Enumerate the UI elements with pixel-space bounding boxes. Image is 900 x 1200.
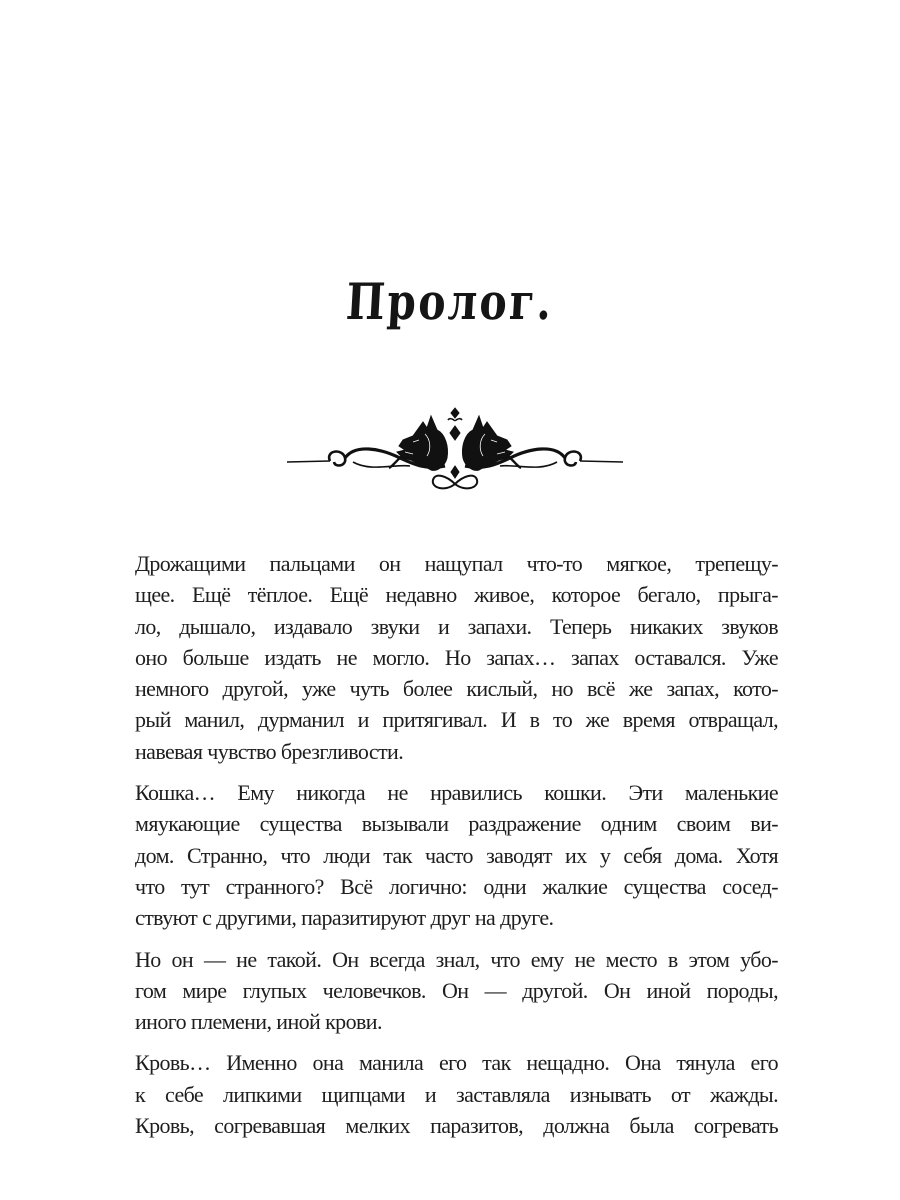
text-line: что тут странного? Всё логично: одни жалкие существа сосед-: [135, 873, 778, 899]
text-line: ствуют с другими, паразитируют друг на друге.: [135, 905, 554, 931]
text-line: рый манил, дурманил и притягивал. И в то же время отвращал,: [135, 707, 778, 733]
text-line: к себе липкими щипцами и заставляла изнывать от жажды.: [135, 1081, 778, 1107]
prologue-text: [135, 548, 778, 1151]
text-line: Дрожащими пальцами он нащупал что-то мягкое, трепещу-: [135, 551, 778, 576]
text-line: щее. Ещё тёплое. Ещё недавно живое, которое бегало, прыга-: [135, 582, 778, 608]
text-line: оно больше издать не могло. Но запах… запах оставался. Уже: [135, 644, 778, 670]
text-line: Кровь… Именно она манила его так нещадно. Она тянула его: [135, 1050, 778, 1076]
text-line: мяукающие существа вызывали раздражение одним своим ви-: [135, 811, 778, 837]
wolf-ornament-icon: [285, 400, 625, 500]
paragraph-4: [135, 1047, 778, 1141]
text-line: дом. Странно, что люди так часто заводят их у себя дома. Хотя: [135, 842, 778, 868]
paragraph-1: [135, 548, 778, 767]
text-line: иного племени, иной крови.: [135, 1009, 382, 1035]
paragraph-2: [135, 777, 778, 933]
text-line: навевая чувство брезгливости.: [135, 738, 404, 764]
text-line: гом мире глупых человечков. Он — другой. Он иной породы,: [135, 977, 778, 1003]
chapter-title: Пролог.: [344, 272, 556, 331]
text-line: ло, дышало, издавало звуки и запахи. Теперь никаких звуков: [135, 613, 778, 639]
text-line: Кровь, согревавшая мелких паразитов, должна была согревать: [135, 1113, 778, 1139]
text-line: Кошка… Ему никогда не нравились кошки. Эти маленькие: [135, 780, 778, 806]
paragraph-3: [135, 944, 778, 1038]
text-line: немного другой, уже чуть более кислый, но всё же запах, кото-: [135, 676, 778, 702]
text-line: Но он — не такой. Он всегда знал, что ему не место в этом убо-: [135, 946, 778, 972]
